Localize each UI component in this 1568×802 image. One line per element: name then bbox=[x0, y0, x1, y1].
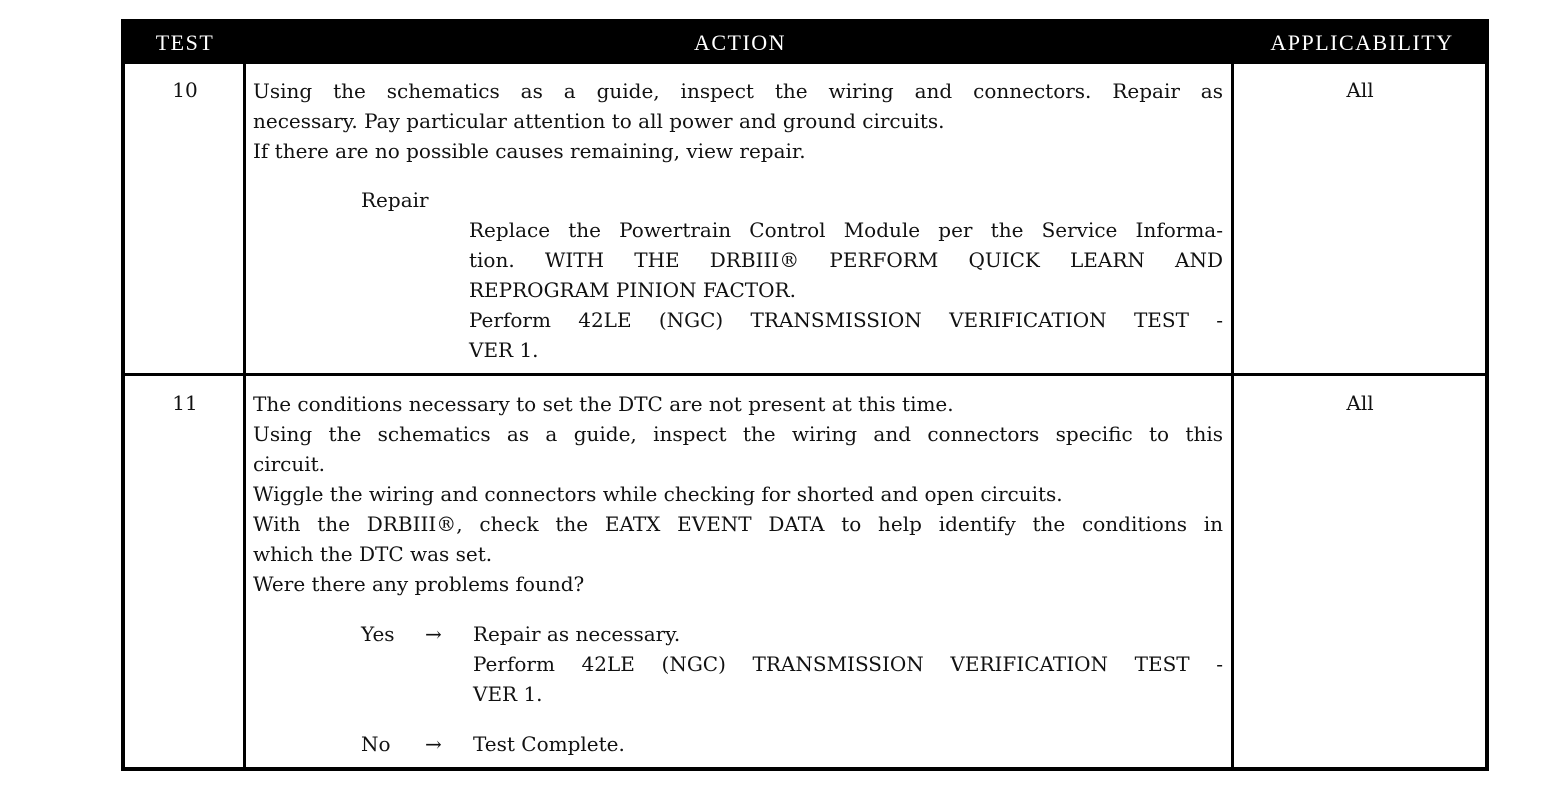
header-action: ACTION bbox=[693, 30, 787, 55]
yes-line: VER 1. bbox=[473, 682, 543, 706]
action-line: Wiggle the wiring and connectors while checking for shorted and open circuits. bbox=[253, 482, 1063, 506]
action-line: Using the schematics as a guide, inspect the wiring and connectors. Repair as bbox=[253, 79, 1223, 103]
yes-arrow-icon: → bbox=[425, 622, 442, 646]
action-line: With the DRBIII®, check the EATX EVENT DATA to help identify the conditions in bbox=[253, 512, 1223, 536]
repair-line: tion. WITH THE DRBIII® PERFORM QUICK LEARN AND bbox=[469, 248, 1223, 272]
column-divider-2 bbox=[1231, 64, 1234, 767]
repair-label: Repair bbox=[361, 188, 429, 212]
action-line: necessary. Pay particular attention to all power and ground circuits. bbox=[253, 109, 945, 133]
action-line: circuit. bbox=[253, 452, 326, 476]
repair-line: VER 1. bbox=[469, 338, 539, 362]
action-line: Using the schematics as a guide, inspect the wiring and connectors specific to this bbox=[253, 422, 1223, 446]
test-number: 10 bbox=[172, 78, 198, 102]
row-divider bbox=[125, 373, 1485, 376]
yes-label: Yes bbox=[361, 622, 395, 646]
yes-line: Perform 42LE (NGC) TRANSMISSION VERIFICATION TEST - bbox=[473, 652, 1223, 676]
action-line: Were there any problems found? bbox=[253, 572, 585, 596]
no-line: Test Complete. bbox=[473, 732, 625, 756]
repair-line: Replace the Powertrain Control Module per the Service Informa- bbox=[469, 218, 1223, 242]
yes-line: Repair as necessary. bbox=[473, 622, 681, 646]
applicability-value: All bbox=[1346, 78, 1374, 102]
applicability-value: All bbox=[1346, 391, 1374, 415]
no-label: No bbox=[361, 732, 391, 756]
action-line: The conditions necessary to set the DTC are not present at this time. bbox=[253, 392, 954, 416]
header-applicability: APPLICABILITY bbox=[1270, 30, 1454, 55]
diagnostic-table bbox=[121, 19, 1489, 771]
test-number: 11 bbox=[172, 391, 198, 415]
action-line: If there are no possible causes remaining, view repair. bbox=[253, 139, 806, 163]
header-test: TEST bbox=[155, 30, 215, 55]
repair-line: Perform 42LE (NGC) TRANSMISSION VERIFICATION TEST - bbox=[469, 308, 1223, 332]
repair-line: REPROGRAM PINION FACTOR. bbox=[469, 278, 796, 302]
action-line: which the DTC was set. bbox=[253, 542, 493, 566]
no-arrow-icon: → bbox=[425, 732, 442, 756]
table-header bbox=[125, 23, 1485, 64]
